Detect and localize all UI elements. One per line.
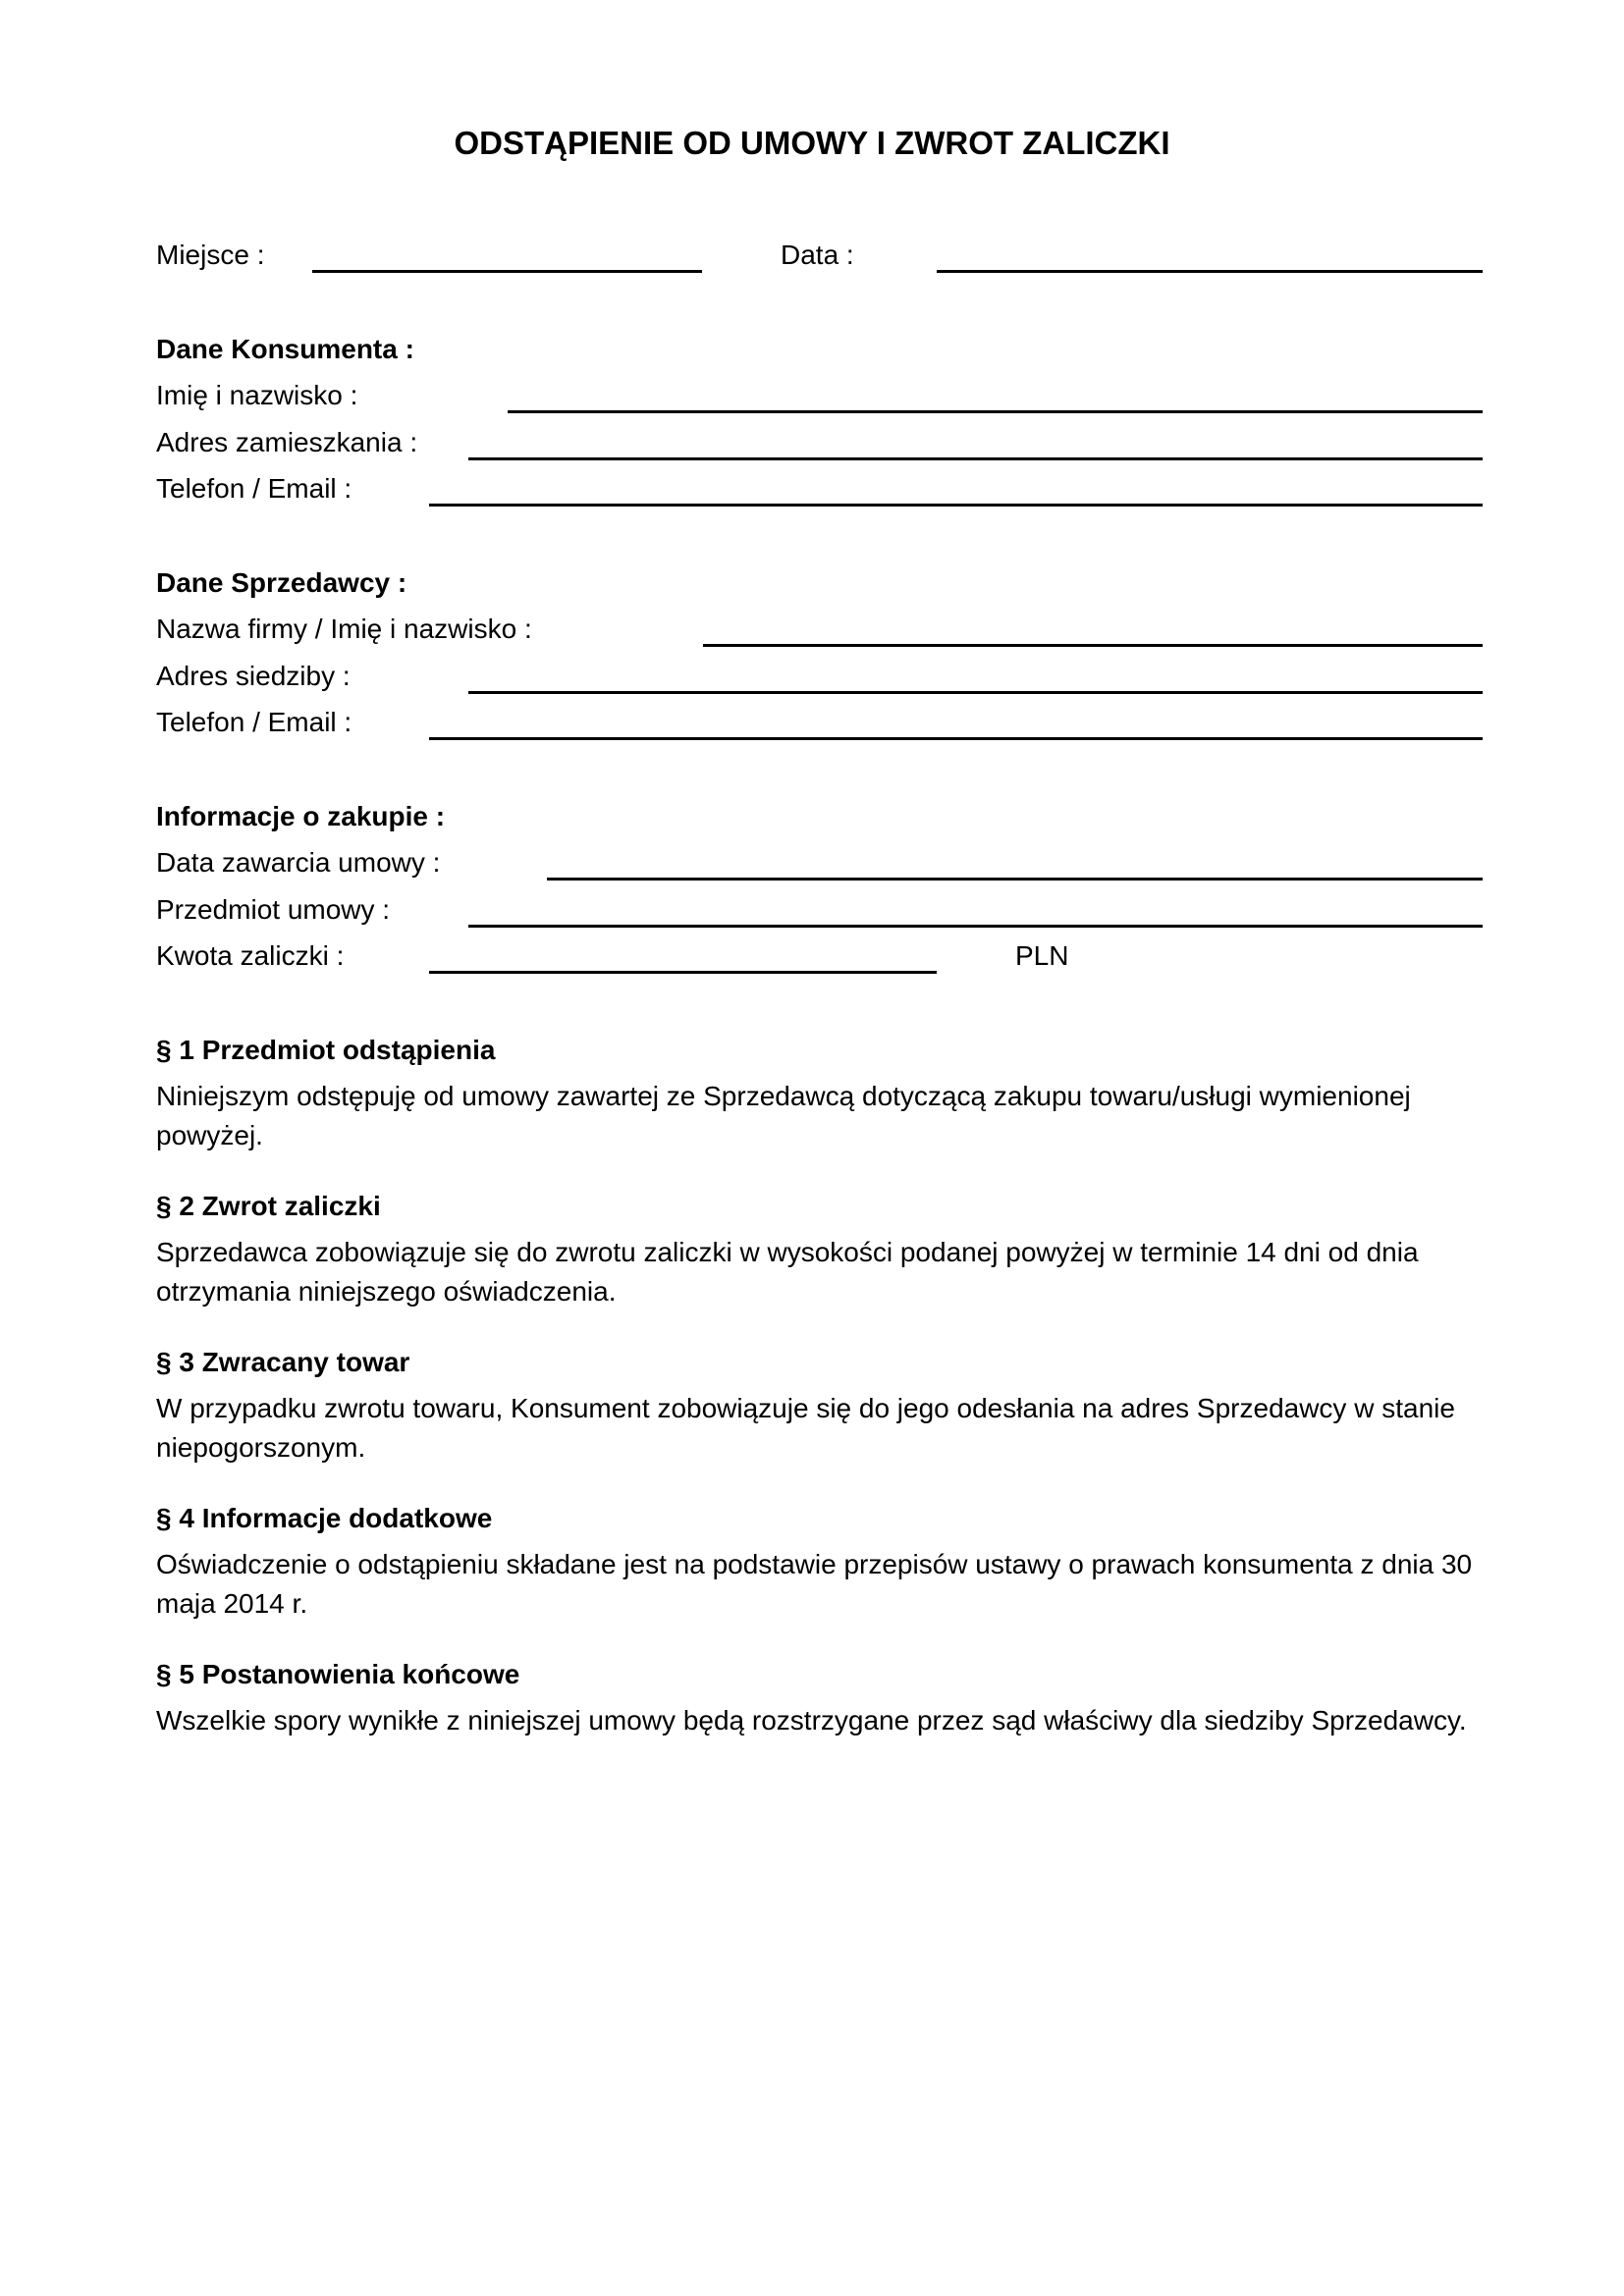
date-field[interactable] <box>937 270 1483 273</box>
contract-subject-label: Przedmiot umowy : <box>156 894 391 925</box>
currency-label: PLN <box>1015 940 1069 971</box>
seller-contact-label: Telefon / Email : <box>156 707 352 737</box>
contract-date-field[interactable] <box>547 878 1483 881</box>
consumer-address-label: Adres zamieszkania : <box>156 427 418 457</box>
consumer-heading: Dane Konsumenta : <box>156 334 414 364</box>
section-2-body: Sprzedawca zobowiązuje się do zwrotu zaliczki w wysokości podanej powyżej w terminie 14 dni od dnia otrzymania niniejszego oświadczenia. <box>156 1237 1419 1307</box>
deposit-amount-label: Kwota zaliczki : <box>156 940 345 971</box>
seller-address-label: Adres siedziby : <box>156 661 351 691</box>
consumer-contact-label: Telefon / Email : <box>156 473 352 504</box>
section-4-title: § 4 Informacje dodatkowe <box>156 1503 493 1533</box>
date-label: Data : <box>781 240 854 270</box>
section-1-title: § 1 Przedmiot odstąpienia <box>156 1035 496 1065</box>
section-5-title: § 5 Postanowienia końcowe <box>156 1659 520 1689</box>
consumer-address-field[interactable] <box>468 457 1483 460</box>
seller-name-field[interactable] <box>703 644 1483 647</box>
document-title: ODSTĄPIENIE OD UMOWY I ZWROT ZALICZKI <box>454 125 1170 161</box>
seller-name-label: Nazwa firmy / Imię i nazwisko : <box>156 614 532 644</box>
section-3-body: W przypadku zwrotu towaru, Konsument zobowiązuje się do jego odesłania na adres Sprzedawcy w stanie niepogorszonym. <box>156 1393 1455 1463</box>
consumer-name-label: Imię i nazwisko : <box>156 380 358 410</box>
seller-heading: Dane Sprzedawcy : <box>156 567 407 598</box>
seller-contact-field[interactable] <box>429 737 1483 740</box>
purchase-heading: Informacje o zakupie : <box>156 801 446 831</box>
section-3-title: § 3 Zwracany towar <box>156 1347 410 1377</box>
section-1-body: Niniejszym odstępuję od umowy zawartej ze Sprzedawcą dotyczącą zakupu towaru/usługi wymienionej powyżej. <box>156 1081 1411 1150</box>
seller-address-field[interactable] <box>468 691 1483 694</box>
section-4-body: Oświadczenie o odstąpieniu składane jest na podstawie przepisów ustawy o prawach konsumenta z dnia 30 maja 2014 r. <box>156 1549 1473 1619</box>
place-field[interactable] <box>312 270 702 273</box>
section-5-body: Wszelkie spory wynikłe z niniejszej umowy będą rozstrzygane przez sąd właściwy dla siedziby Sprzedawcy. <box>156 1705 1467 1735</box>
contract-subject-field[interactable] <box>468 925 1483 928</box>
section-2-title: § 2 Zwrot zaliczki <box>156 1191 381 1221</box>
consumer-contact-field[interactable] <box>429 504 1483 507</box>
deposit-amount-field[interactable] <box>429 971 937 974</box>
contract-date-label: Data zawarcia umowy : <box>156 847 441 878</box>
consumer-name-field[interactable] <box>508 410 1483 413</box>
place-label: Miejsce : <box>156 240 265 270</box>
